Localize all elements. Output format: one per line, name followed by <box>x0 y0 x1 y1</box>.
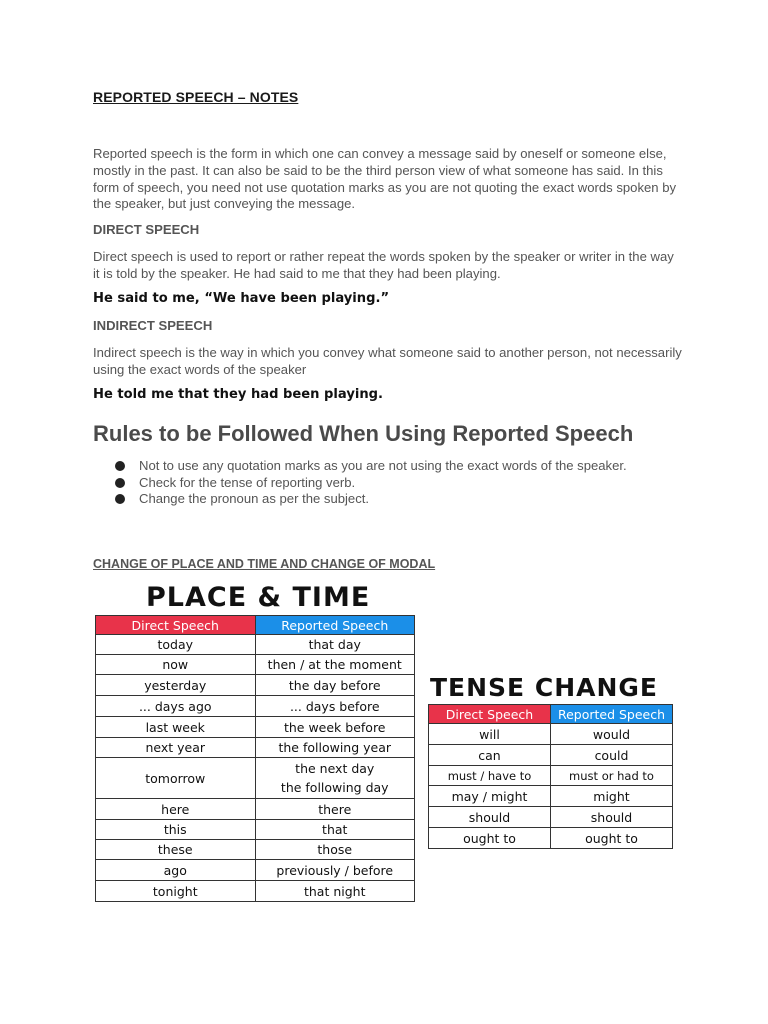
place-direct-header: Direct Speech <box>96 616 256 635</box>
reported-cell: previously / before <box>255 860 415 881</box>
rule-text: Check for the tense of reporting verb. <box>139 474 356 490</box>
table-row <box>429 828 673 849</box>
table-row <box>96 738 415 758</box>
direct-cell: last week <box>96 717 256 738</box>
reported-cell: the following year <box>255 738 415 758</box>
bullet-icon <box>115 494 125 504</box>
direct-cell: yesterday <box>96 675 256 696</box>
table-row <box>429 724 673 745</box>
tense-change-table <box>428 704 673 849</box>
rules-title: Rules to be Followed When Using Reported Speech <box>93 421 634 446</box>
direct-cell: can <box>429 745 551 766</box>
table-row <box>429 766 673 786</box>
table-row <box>96 799 415 820</box>
indirect-speech-paragraph: Indirect speech is the way in which you convey what someone said to another person, not necessarily using the exact words of the speaker <box>93 345 682 377</box>
direct-speech-example: He said to me, “We have been playing.” <box>93 291 390 306</box>
table-row <box>96 635 415 655</box>
direct-cell: ... days ago <box>96 696 256 717</box>
direct-cell: now <box>96 655 256 675</box>
direct-cell: today <box>96 635 256 655</box>
tense-direct-header: Direct Speech <box>429 705 551 724</box>
reported-line: the following day <box>280 780 389 795</box>
direct-cell: next year <box>96 738 256 758</box>
section-heading: CHANGE OF PLACE AND TIME AND CHANGE OF MODAL <box>93 557 436 571</box>
direct-cell: tomorrow <box>96 758 256 799</box>
tense-reported-header: Reported Speech <box>551 705 673 724</box>
table-row <box>429 807 673 828</box>
direct-speech-paragraph: Direct speech is used to report or rather repeat the words spoken by the speaker or writer in the way it is told by the speaker. He had said to me that they had been playing. <box>93 249 674 281</box>
direct-cell: may / might <box>429 786 551 807</box>
bullet-icon <box>115 461 125 471</box>
reported-cell: that <box>255 820 415 840</box>
place-time-heading: PLACE & TIME <box>146 582 371 613</box>
rule-text: Change the pronoun as per the subject. <box>139 491 370 506</box>
reported-cell: that day <box>255 635 415 655</box>
reported-cell: that night <box>255 881 415 902</box>
reported-cell: there <box>255 799 415 820</box>
table-row <box>96 717 415 738</box>
reported-line: the next day <box>295 761 375 776</box>
reported-cell: could <box>551 745 673 766</box>
table-row <box>96 840 415 860</box>
rule-item <box>115 491 627 508</box>
reported-cell: ... days before <box>255 696 415 717</box>
direct-cell: will <box>429 724 551 745</box>
page-title: REPORTED SPEECH – NOTES <box>93 89 299 105</box>
reported-cell <box>255 758 415 799</box>
direct-speech-heading: DIRECT SPEECH <box>93 222 200 237</box>
reported-cell: the day before <box>255 675 415 696</box>
direct-cell: ought to <box>429 828 551 849</box>
table-row <box>96 820 415 840</box>
reported-cell: should <box>551 807 673 828</box>
table-row <box>429 786 673 807</box>
table-row <box>96 675 415 696</box>
reported-cell: must or had to <box>551 766 673 786</box>
direct-cell: here <box>96 799 256 820</box>
direct-cell: these <box>96 840 256 860</box>
direct-cell: this <box>96 820 256 840</box>
rule-text: Not to use any quotation marks as you are not using the exact words of the speaker. <box>139 458 627 473</box>
direct-cell: should <box>429 807 551 828</box>
rule-item <box>115 475 627 492</box>
table-row <box>429 745 673 766</box>
bullet-icon <box>115 478 125 488</box>
direct-cell: must / have to <box>429 766 551 786</box>
table-row <box>96 655 415 675</box>
direct-cell: tonight <box>96 881 256 902</box>
intro-paragraph: Reported speech is the form in which one can convey a message said by oneself or someone else, mostly in the past. It can also be said to be the third person view of what someone has said. In this form of speech, you need not use quotation marks as you are not quoting the exact words spoken by the speaker, but just conveying the message. <box>93 146 677 212</box>
reported-cell: ought to <box>551 828 673 849</box>
indirect-speech-example: He told me that they had been playing. <box>93 387 384 402</box>
table-row <box>96 881 415 902</box>
reported-cell: would <box>551 724 673 745</box>
place-time-table <box>95 615 415 902</box>
tense-change-heading: TENSE CHANGE <box>430 673 658 702</box>
table-row <box>96 696 415 717</box>
reported-cell: the week before <box>255 717 415 738</box>
reported-cell: might <box>551 786 673 807</box>
place-reported-header: Reported Speech <box>255 616 415 635</box>
rules-list <box>115 458 627 508</box>
table-row <box>96 758 415 799</box>
table-row <box>96 860 415 881</box>
direct-cell: ago <box>96 860 256 881</box>
reported-cell: those <box>255 840 415 860</box>
rule-item <box>115 458 627 475</box>
indirect-speech-heading: INDIRECT SPEECH <box>93 318 213 333</box>
reported-cell: then / at the moment <box>255 655 415 675</box>
